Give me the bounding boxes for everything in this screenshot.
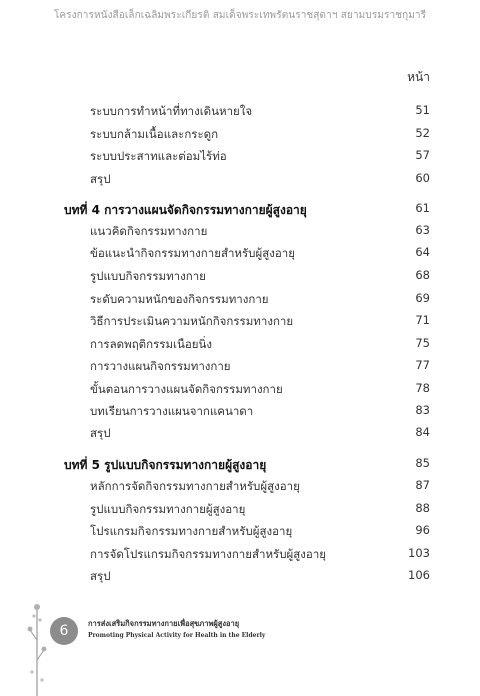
- toc-section-row: [0, 358, 480, 378]
- toc-entry-title: บทที่ 5 รูปแบบกิจกรรมทางกายผู้สูงอายุ: [64, 458, 267, 472]
- toc-entry-title: การวางแผนกิจกรรมทางกาย: [90, 359, 231, 373]
- toc-entry-title: ข้อแนะนำกิจกรรมทางกายสำหรับผู้สูงอายุ: [90, 246, 295, 260]
- toc-section-row: [0, 126, 480, 146]
- toc-section-row: [0, 381, 480, 401]
- toc-entry-title: สรุป: [90, 569, 111, 583]
- page-column-label: หน้า: [407, 70, 430, 84]
- toc-page-number: 83: [415, 403, 430, 417]
- footer-title-thai: การส่งเสริมกิจกรรมทางกายเพื่อสุขภาพผู้สูงอายุ: [88, 619, 240, 628]
- toc-entry-title: ระดับความหนักของกิจกรรมทางกาย: [90, 292, 269, 306]
- toc-page-number: 68: [415, 268, 430, 282]
- toc-page-number: 51: [415, 103, 430, 117]
- toc-section-row: [0, 291, 480, 311]
- toc-page-number: 84: [415, 425, 430, 439]
- toc-page-number: 87: [415, 478, 430, 492]
- toc-section-row: [0, 223, 480, 243]
- footer-title-english: Promoting Physical Activity for Health in the Elderly: [88, 632, 266, 639]
- toc-page-number: 57: [415, 148, 430, 162]
- toc-entry-title: การลดพฤติกรรมเนือยนิ่ง: [90, 337, 212, 351]
- toc-section-row: [0, 501, 480, 521]
- toc-entry-title: หลักการจัดกิจกรรมทางกายสำหรับผู้สูงอายุ: [90, 479, 300, 493]
- toc-entry-title: สรุป: [90, 172, 111, 186]
- toc-section-row: [0, 171, 480, 191]
- running-header: โครงการหนังสือเล็กเฉลิมพระเกียรติ สมเด็จพระเทพรัตนราชสุดาฯ สยามบรมราชกุมารี: [53, 10, 427, 21]
- toc-page-number: 64: [415, 245, 430, 259]
- toc-section-row: [0, 103, 480, 123]
- toc-section-row: [0, 336, 480, 356]
- toc-entry-title: บทที่ 4 การวางแผนจัดกิจกรรมทางกายผู้สูงอายุ: [64, 203, 307, 217]
- toc-section-row: [0, 148, 480, 168]
- toc-page-number: 63: [415, 223, 430, 237]
- toc-entry-title: วิธีการประเมินความหนักกิจกรรมทางกาย: [90, 314, 294, 328]
- toc-page-number: 77: [415, 358, 430, 372]
- toc-section-row: [0, 403, 480, 423]
- toc-section-row: [0, 245, 480, 265]
- toc-page-number: 96: [415, 523, 430, 537]
- toc-chapter-row: [0, 456, 480, 476]
- toc-section-row: [0, 568, 480, 588]
- toc-entry-title: รูปแบบกิจกรรมทางกาย: [90, 269, 206, 283]
- toc-page-number: 69: [415, 291, 430, 305]
- toc-page-number: 106: [408, 568, 430, 582]
- toc-section-row: [0, 546, 480, 566]
- toc-entry-title: รูปแบบกิจกรรมทางกายผู้สูงอายุ: [90, 502, 246, 516]
- toc-page-number: 60: [415, 171, 430, 185]
- toc-section-row: [0, 478, 480, 498]
- toc-section-row: [0, 268, 480, 288]
- toc-page-number: 52: [415, 126, 430, 140]
- toc-page-number: 71: [415, 313, 430, 327]
- footer-book-title: [88, 618, 265, 639]
- toc-entry-title: สรุป: [90, 426, 111, 440]
- toc-page-number: 85: [415, 456, 430, 470]
- toc-page-number: 61: [415, 201, 430, 215]
- toc-page-number: 88: [415, 501, 430, 515]
- floral-decoration-icon: [26, 600, 48, 696]
- toc-entry-title: แนวคิดกิจกรรมทางกาย: [90, 224, 208, 238]
- toc-entry-title: โปรแกรมกิจกรรมทางกายสำหรับผู้สูงอายุ: [90, 524, 293, 538]
- toc-page-number: 103: [408, 546, 430, 560]
- toc-entry-title: ขั้นตอนการวางแผนจัดกิจกรรมทางกาย: [90, 382, 283, 396]
- toc-entry-title: บทเรียนการวางแผนจากแคนาดา: [90, 404, 254, 418]
- toc-chapter-row: [0, 201, 480, 221]
- toc-entry-title: ระบบประสาทและต่อมไร้ท่อ: [90, 149, 227, 163]
- toc-page-number: 78: [415, 381, 430, 395]
- toc-entry-title: ระบบการทำหน้าที่ทางเดินหายใจ: [90, 104, 253, 118]
- toc-section-row: [0, 523, 480, 543]
- toc-entry-title: ระบบกล้ามเนื้อและกระดูก: [90, 127, 219, 141]
- toc-section-row: [0, 425, 480, 445]
- toc-entry-title: การจัดโปรแกรมกิจกรรมทางกายสำหรับผู้สูงอายุ: [90, 547, 327, 561]
- toc-page-number: 75: [415, 336, 430, 350]
- page-number-badge: 6: [50, 617, 78, 645]
- toc-section-row: [0, 313, 480, 333]
